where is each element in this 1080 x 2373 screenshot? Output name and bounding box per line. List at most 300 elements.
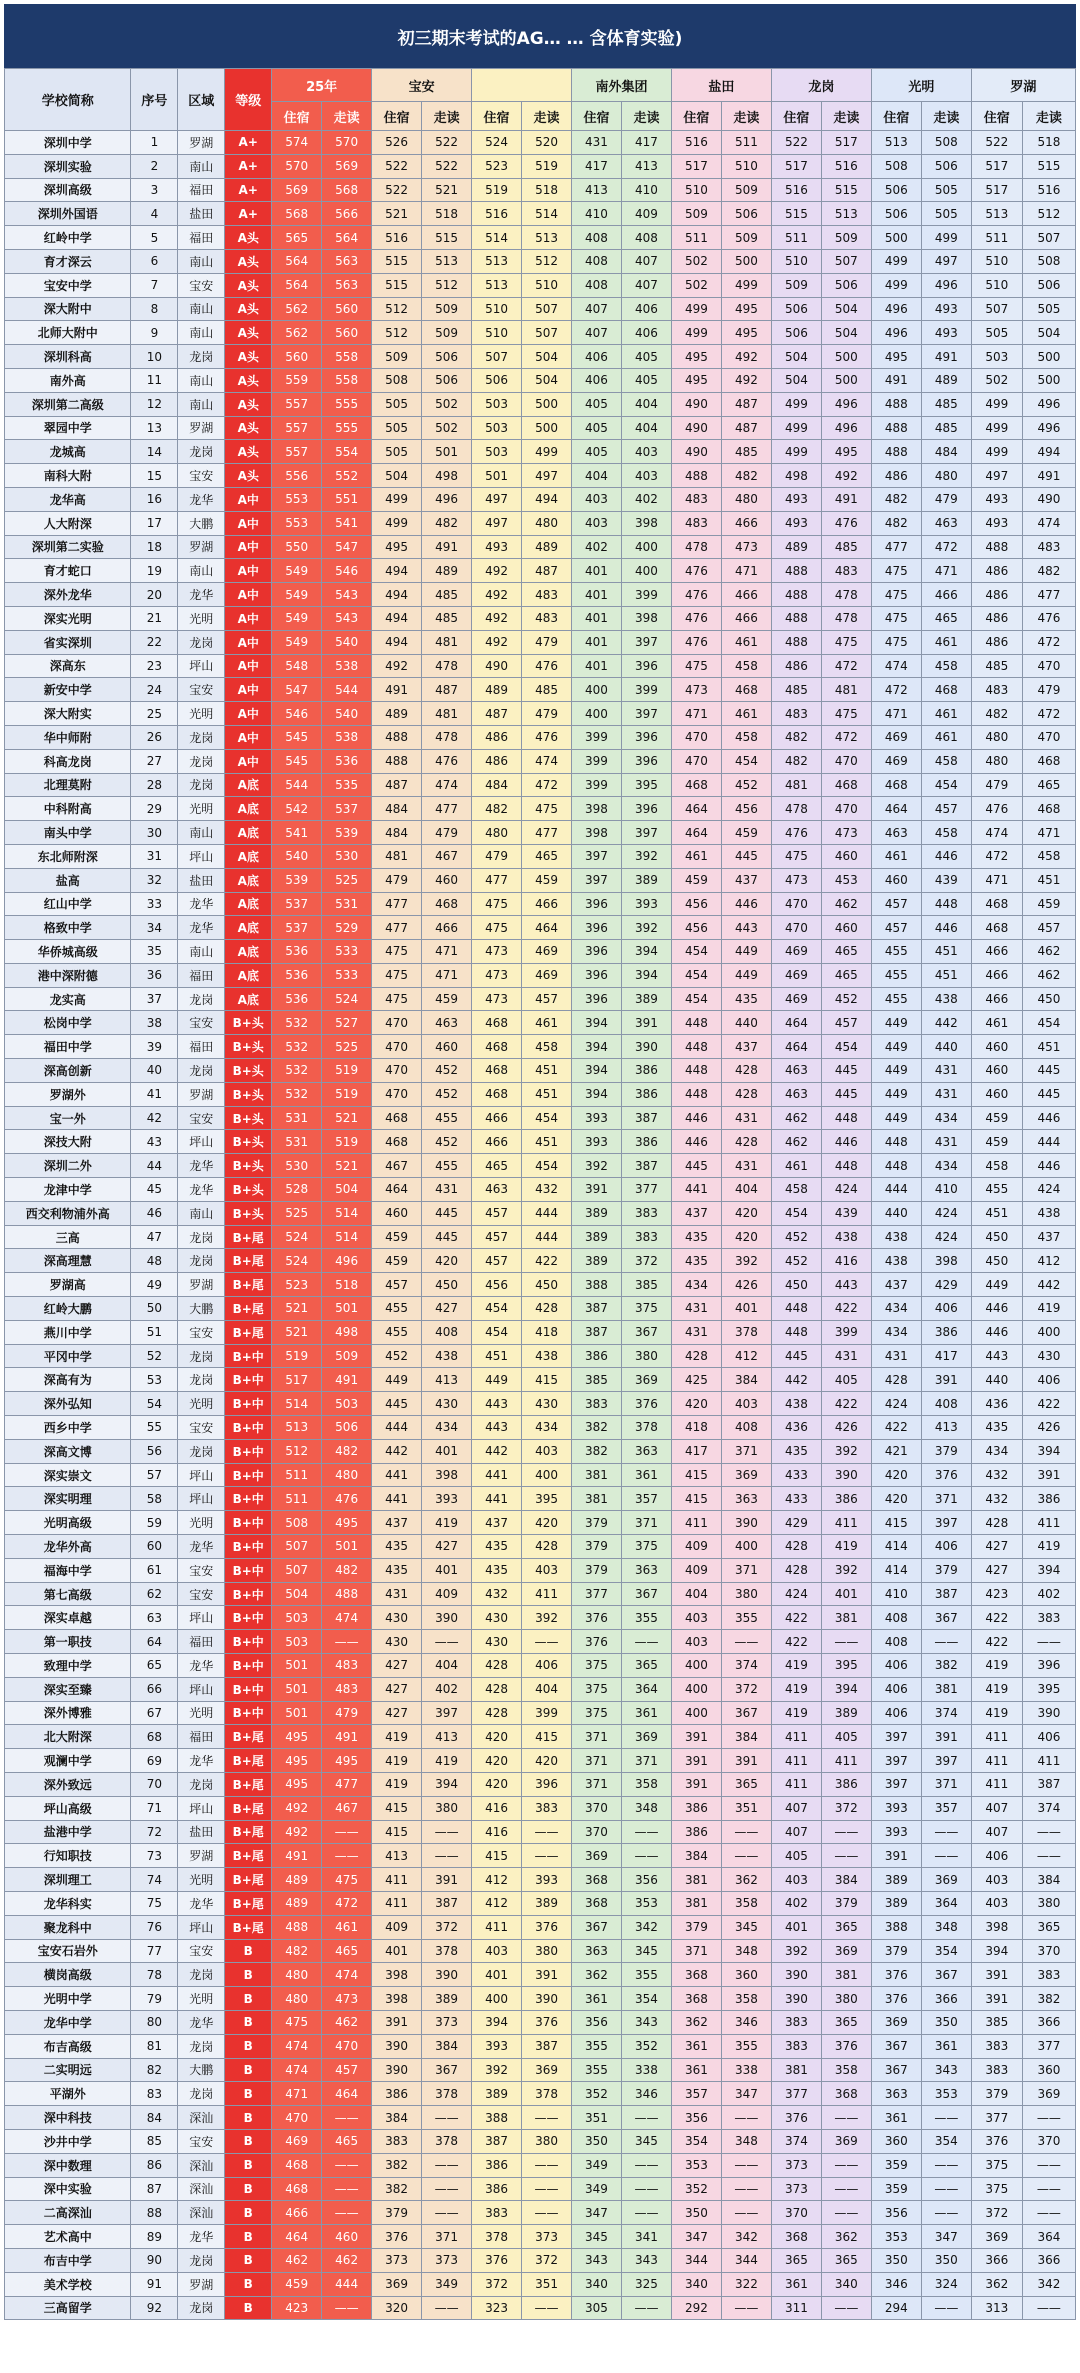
cell-baoan-day: 509 <box>422 297 472 321</box>
cell-baoan-day: 466 <box>422 916 472 940</box>
cell-grade: B+中 <box>225 1558 272 1582</box>
cell-baoan-boarding: 441 <box>372 1487 422 1511</box>
cell-longgang-boarding: 458 <box>771 1178 821 1202</box>
cell-school-name: 横岗高级 <box>5 1963 131 1987</box>
cell-district: 宝安 <box>178 1939 225 1963</box>
cell-y25-day: 530 <box>322 844 372 868</box>
cell-index: 21 <box>131 606 178 630</box>
cell-baoan-day: 498 <box>422 464 472 488</box>
cell-nanwai-day: 367 <box>621 1320 671 1344</box>
cell-grade: B+头 <box>225 1178 272 1202</box>
cell-luohu-boarding: 432 <box>971 1463 1022 1487</box>
cell-baoan-boarding: 488 <box>372 749 422 773</box>
cell-longgang-boarding: 482 <box>771 725 821 749</box>
cell-index: 15 <box>131 464 178 488</box>
cell-region2-boarding: 451 <box>472 1344 522 1368</box>
cell-baoan-day: —— <box>422 1820 472 1844</box>
cell-guangming-boarding: 360 <box>871 2129 921 2153</box>
cell-luohu-boarding: 419 <box>971 1654 1022 1678</box>
cell-yantian-day: 362 <box>721 1868 771 1892</box>
cell-y25-boarding: 523 <box>272 1273 322 1297</box>
cell-y25-day: 538 <box>322 725 372 749</box>
cell-y25-boarding: 550 <box>272 535 322 559</box>
cell-y25-boarding: 553 <box>272 511 322 535</box>
cell-nanwai-day: 392 <box>621 916 671 940</box>
table-row <box>5 559 1076 583</box>
cell-nanwai-day: 396 <box>621 654 671 678</box>
cell-y25-day: 501 <box>322 1297 372 1321</box>
cell-nanwai-day: 383 <box>621 1201 671 1225</box>
cell-luohu-day: 507 <box>1022 226 1075 250</box>
cell-yantian-day: —— <box>721 2153 771 2177</box>
cell-nanwai-day: 353 <box>621 1891 671 1915</box>
cell-yantian-day: 446 <box>721 892 771 916</box>
cell-luohu-day: 360 <box>1022 2058 1075 2082</box>
cell-luohu-day: 470 <box>1022 654 1075 678</box>
cell-y25-boarding: 557 <box>272 392 322 416</box>
cell-guangming-boarding: 414 <box>871 1558 921 1582</box>
cell-luohu-day: 391 <box>1022 1463 1075 1487</box>
cell-yantian-day: 500 <box>721 249 771 273</box>
cell-grade: A头 <box>225 273 272 297</box>
cell-district: 光明 <box>178 1511 225 1535</box>
cell-guangming-day: 350 <box>921 2010 971 2034</box>
cell-luohu-day: 419 <box>1022 1297 1075 1321</box>
cell-yantian-day: 355 <box>721 2034 771 2058</box>
cell-baoan-day: 413 <box>422 1368 472 1392</box>
cell-baoan-boarding: 484 <box>372 797 422 821</box>
cell-yantian-day: 452 <box>721 773 771 797</box>
cell-yantian-day: 338 <box>721 2058 771 2082</box>
table-row <box>5 702 1076 726</box>
cell-index: 5 <box>131 226 178 250</box>
cell-longgang-day: 439 <box>821 1201 871 1225</box>
cell-y25-boarding: 540 <box>272 844 322 868</box>
cell-nanwai-day: 365 <box>621 1654 671 1678</box>
cell-nanwai-boarding: 343 <box>572 2248 622 2272</box>
table-row <box>5 416 1076 440</box>
cell-region2-day: 434 <box>522 1416 572 1440</box>
cell-index: 19 <box>131 559 178 583</box>
cell-grade: A中 <box>225 654 272 678</box>
cell-school-name: 红山中学 <box>5 892 131 916</box>
cell-school-name: 深外龙华 <box>5 583 131 607</box>
cell-luohu-day: 465 <box>1022 773 1075 797</box>
cell-yantian-boarding: 415 <box>671 1487 721 1511</box>
cell-longgang-boarding: 419 <box>771 1701 821 1725</box>
cell-guangming-day: 417 <box>921 1344 971 1368</box>
cell-guangming-day: 379 <box>921 1439 971 1463</box>
cell-baoan-day: 468 <box>422 892 472 916</box>
cell-baoan-boarding: 369 <box>372 2272 422 2296</box>
cell-baoan-boarding: 382 <box>372 2177 422 2201</box>
cell-longgang-day: 448 <box>821 1106 871 1130</box>
cell-longgang-boarding: 473 <box>771 868 821 892</box>
cell-grade: B <box>225 1987 272 2011</box>
cell-school-name: 育才蛇口 <box>5 559 131 583</box>
cell-school-name: 龙华中学 <box>5 2010 131 2034</box>
cell-baoan-boarding: 427 <box>372 1654 422 1678</box>
cell-baoan-boarding: 379 <box>372 2201 422 2225</box>
cell-school-name: 观澜中学 <box>5 1749 131 1773</box>
cell-y25-day: 474 <box>322 1606 372 1630</box>
cell-district: 深汕 <box>178 2153 225 2177</box>
cell-index: 61 <box>131 1558 178 1582</box>
cell-region2-day: 500 <box>522 416 572 440</box>
cell-longgang-day: 491 <box>821 487 871 511</box>
cell-nanwai-boarding: 410 <box>572 202 622 226</box>
cell-luohu-day: 364 <box>1022 2225 1075 2249</box>
cell-baoan-day: 397 <box>422 1701 472 1725</box>
cell-y25-boarding: 512 <box>272 1439 322 1463</box>
cell-y25-day: 467 <box>322 1796 372 1820</box>
cell-region2-day: 466 <box>522 892 572 916</box>
cell-school-name: 福田中学 <box>5 1035 131 1059</box>
cell-y25-day: 543 <box>322 583 372 607</box>
cell-guangming-boarding: 379 <box>871 1939 921 1963</box>
cell-luohu-day: 387 <box>1022 1772 1075 1796</box>
cell-nanwai-boarding: 362 <box>572 1963 622 1987</box>
table-row <box>5 1749 1076 1773</box>
cell-school-name: 罗湖外 <box>5 1082 131 1106</box>
cell-longgang-day: 431 <box>821 1344 871 1368</box>
cell-region2-day: 510 <box>522 273 572 297</box>
cell-y25-day: 564 <box>322 226 372 250</box>
cell-y25-boarding: 536 <box>272 963 322 987</box>
cell-longgang-boarding: 485 <box>771 678 821 702</box>
header-grade: 等级 <box>225 69 272 131</box>
cell-school-name: 北理莫附 <box>5 773 131 797</box>
cell-grade: A底 <box>225 821 272 845</box>
table-row <box>5 630 1076 654</box>
cell-region2-day: 387 <box>522 2034 572 2058</box>
cell-guangming-boarding: 500 <box>871 226 921 250</box>
cell-longgang-day: 481 <box>821 678 871 702</box>
cell-longgang-boarding: 488 <box>771 630 821 654</box>
cell-guangming-day: 367 <box>921 1606 971 1630</box>
cell-grade: B+中 <box>225 1487 272 1511</box>
cell-index: 13 <box>131 416 178 440</box>
cell-baoan-boarding: 390 <box>372 2034 422 2058</box>
cell-baoan-boarding: 512 <box>372 321 422 345</box>
table-row <box>5 273 1076 297</box>
cell-luohu-day: 500 <box>1022 345 1075 369</box>
cell-index: 57 <box>131 1463 178 1487</box>
cell-yantian-boarding: 470 <box>671 749 721 773</box>
cell-baoan-boarding: 415 <box>372 1820 422 1844</box>
cell-region2-boarding: 503 <box>472 416 522 440</box>
cell-baoan-day: 438 <box>422 1344 472 1368</box>
table-row <box>5 1059 1076 1083</box>
cell-yantian-day: 431 <box>721 1154 771 1178</box>
cell-yantian-day: 408 <box>721 1416 771 1440</box>
cell-luohu-day: 430 <box>1022 1344 1075 1368</box>
cell-guangming-day: —— <box>921 2201 971 2225</box>
cell-yantian-day: 428 <box>721 1082 771 1106</box>
cell-luohu-boarding: 436 <box>971 1392 1022 1416</box>
cell-baoan-boarding: 468 <box>372 1130 422 1154</box>
cell-guangming-boarding: 448 <box>871 1154 921 1178</box>
cell-region2-boarding: 443 <box>472 1392 522 1416</box>
cell-luohu-boarding: 407 <box>971 1820 1022 1844</box>
cell-baoan-boarding: 467 <box>372 1154 422 1178</box>
cell-region2-boarding: 477 <box>472 868 522 892</box>
cell-longgang-day: 368 <box>821 2082 871 2106</box>
cell-longgang-boarding: 383 <box>771 2010 821 2034</box>
table-row <box>5 1844 1076 1868</box>
cell-index: 65 <box>131 1654 178 1678</box>
cell-yantian-day: 428 <box>721 1059 771 1083</box>
cell-index: 63 <box>131 1606 178 1630</box>
cell-baoan-day: 471 <box>422 940 472 964</box>
cell-y25-day: 568 <box>322 178 372 202</box>
cell-longgang-day: 445 <box>821 1082 871 1106</box>
cell-baoan-boarding: 492 <box>372 654 422 678</box>
header-region-baoan: 宝安 <box>372 69 472 102</box>
cell-luohu-boarding: 377 <box>971 2106 1022 2130</box>
cell-grade: B <box>225 2248 272 2272</box>
cell-luohu-boarding: 479 <box>971 773 1022 797</box>
cell-grade: B+中 <box>225 1535 272 1559</box>
cell-luohu-boarding: 510 <box>971 273 1022 297</box>
cell-nanwai-day: 372 <box>621 1249 671 1273</box>
cell-guangming-boarding: 449 <box>871 1035 921 1059</box>
cell-luohu-day: —— <box>1022 1630 1075 1654</box>
cell-yantian-boarding: 499 <box>671 297 721 321</box>
cell-luohu-day: 438 <box>1022 1201 1075 1225</box>
cell-nanwai-day: —— <box>621 2296 671 2320</box>
cell-baoan-day: 401 <box>422 1558 472 1582</box>
cell-longgang-boarding: 469 <box>771 987 821 1011</box>
cell-baoan-day: 502 <box>422 392 472 416</box>
cell-index: 39 <box>131 1035 178 1059</box>
cell-guangming-boarding: 482 <box>871 511 921 535</box>
cell-school-name: 第七高级 <box>5 1582 131 1606</box>
cell-longgang-day: 462 <box>821 892 871 916</box>
cell-school-name: 西乡中学 <box>5 1416 131 1440</box>
cell-school-name: 三高 <box>5 1225 131 1249</box>
cell-luohu-boarding: 468 <box>971 892 1022 916</box>
cell-yantian-day: 458 <box>721 654 771 678</box>
cell-y25-day: 539 <box>322 821 372 845</box>
cell-grade: B+尾 <box>225 1249 272 1273</box>
cell-luohu-day: —— <box>1022 1820 1075 1844</box>
cell-longgang-day: 340 <box>821 2272 871 2296</box>
cell-guangming-boarding: 506 <box>871 178 921 202</box>
cell-region2-day: 499 <box>522 440 572 464</box>
cell-guangming-boarding: 463 <box>871 821 921 845</box>
table-row <box>5 202 1076 226</box>
cell-longgang-boarding: 498 <box>771 464 821 488</box>
table-row <box>5 1701 1076 1725</box>
subheader-day-0: 走读 <box>322 102 372 131</box>
cell-index: 22 <box>131 630 178 654</box>
cell-luohu-boarding: 480 <box>971 725 1022 749</box>
cell-school-name: 龙华外高 <box>5 1535 131 1559</box>
cell-nanwai-boarding: 392 <box>572 1154 622 1178</box>
cell-nanwai-day: 386 <box>621 1059 671 1083</box>
cell-nanwai-day: 371 <box>621 1749 671 1773</box>
header-region-luohu: 罗湖 <box>971 69 1075 102</box>
cell-grade: B <box>225 1939 272 1963</box>
cell-district: 坪山 <box>178 1677 225 1701</box>
cell-nanwai-boarding: 408 <box>572 249 622 273</box>
cell-district: 坪山 <box>178 1796 225 1820</box>
cell-nanwai-day: 409 <box>621 202 671 226</box>
cell-y25-day: 482 <box>322 1439 372 1463</box>
cell-guangming-day: —— <box>921 2153 971 2177</box>
cell-luohu-day: 506 <box>1022 273 1075 297</box>
cell-longgang-boarding: 450 <box>771 1273 821 1297</box>
cell-nanwai-boarding: 401 <box>572 654 622 678</box>
cell-longgang-day: 384 <box>821 1868 871 1892</box>
cell-luohu-boarding: 440 <box>971 1368 1022 1392</box>
cell-district: 坪山 <box>178 1606 225 1630</box>
cell-yantian-boarding: 431 <box>671 1320 721 1344</box>
cell-district: 罗湖 <box>178 1844 225 1868</box>
cell-yantian-day: 449 <box>721 940 771 964</box>
cell-luohu-boarding: 483 <box>971 678 1022 702</box>
cell-nanwai-day: 394 <box>621 963 671 987</box>
cell-index: 4 <box>131 202 178 226</box>
cell-district: 光明 <box>178 1868 225 1892</box>
cell-district: 宝安 <box>178 678 225 702</box>
cell-y25-day: 529 <box>322 916 372 940</box>
table-row <box>5 1677 1076 1701</box>
cell-luohu-boarding: 411 <box>971 1749 1022 1773</box>
cell-school-name: 深高理慧 <box>5 1249 131 1273</box>
cell-longgang-day: 416 <box>821 1249 871 1273</box>
cell-region2-boarding: 430 <box>472 1606 522 1630</box>
cell-baoan-boarding: 320 <box>372 2296 422 2320</box>
table-row <box>5 1082 1076 1106</box>
cell-y25-day: 482 <box>322 1558 372 1582</box>
cell-baoan-day: 402 <box>422 1677 472 1701</box>
cell-guangming-boarding: 431 <box>871 1344 921 1368</box>
cell-y25-day: 558 <box>322 345 372 369</box>
cell-yantian-day: —— <box>721 1820 771 1844</box>
cell-region2-day: 428 <box>522 1535 572 1559</box>
cell-nanwai-day: 356 <box>621 1868 671 1892</box>
cell-nanwai-day: 405 <box>621 368 671 392</box>
table-row <box>5 440 1076 464</box>
cell-yantian-day: 342 <box>721 2225 771 2249</box>
cell-baoan-day: 491 <box>422 535 472 559</box>
cell-yantian-boarding: 347 <box>671 2225 721 2249</box>
cell-y25-boarding: 468 <box>272 2153 322 2177</box>
cell-school-name: 美术学校 <box>5 2272 131 2296</box>
cell-luohu-boarding: 375 <box>971 2153 1022 2177</box>
cell-baoan-day: 408 <box>422 1320 472 1344</box>
cell-region2-boarding: 473 <box>472 940 522 964</box>
cell-y25-boarding: 504 <box>272 1582 322 1606</box>
cell-guangming-boarding: 388 <box>871 1915 921 1939</box>
cell-yantian-boarding: 391 <box>671 1749 721 1773</box>
cell-yantian-day: 440 <box>721 1011 771 1035</box>
cell-guangming-day: 371 <box>921 1487 971 1511</box>
cell-yantian-day: 358 <box>721 1891 771 1915</box>
cell-baoan-day: 401 <box>422 1439 472 1463</box>
cell-luohu-boarding: 432 <box>971 1487 1022 1511</box>
subheader-boarding-3: 住宿 <box>572 102 622 131</box>
cell-luohu-boarding: 486 <box>971 630 1022 654</box>
cell-index: 85 <box>131 2129 178 2153</box>
cell-school-name: 行知职技 <box>5 1844 131 1868</box>
cell-guangming-boarding: 420 <box>871 1463 921 1487</box>
cell-baoan-day: 387 <box>422 1891 472 1915</box>
cell-guangming-boarding: 397 <box>871 1772 921 1796</box>
cell-y25-boarding: 507 <box>272 1558 322 1582</box>
cell-guangming-day: 366 <box>921 1987 971 2011</box>
cell-baoan-boarding: 470 <box>372 1035 422 1059</box>
cell-nanwai-day: 389 <box>621 868 671 892</box>
cell-yantian-boarding: 400 <box>671 1701 721 1725</box>
cell-region2-boarding: 468 <box>472 1011 522 1035</box>
cell-school-name: 深高创新 <box>5 1059 131 1083</box>
cell-y25-boarding: 549 <box>272 606 322 630</box>
cell-baoan-boarding: 430 <box>372 1630 422 1654</box>
cell-baoan-day: 515 <box>422 226 472 250</box>
cell-yantian-boarding: 435 <box>671 1249 721 1273</box>
cell-yantian-boarding: 495 <box>671 345 721 369</box>
cell-nanwai-boarding: 408 <box>572 226 622 250</box>
cell-guangming-boarding: 449 <box>871 1059 921 1083</box>
cell-guangming-day: 438 <box>921 987 971 1011</box>
cell-longgang-day: 381 <box>821 1963 871 1987</box>
cell-y25-boarding: 549 <box>272 630 322 654</box>
cell-grade: B+中 <box>225 1654 272 1678</box>
cell-guangming-boarding: 438 <box>871 1225 921 1249</box>
cell-y25-boarding: 482 <box>272 1939 322 1963</box>
cell-yantian-boarding: 415 <box>671 1463 721 1487</box>
cell-region2-day: 485 <box>522 678 572 702</box>
cell-luohu-day: 451 <box>1022 868 1075 892</box>
cell-baoan-boarding: 468 <box>372 1106 422 1130</box>
cell-nanwai-day: 386 <box>621 1082 671 1106</box>
cell-region2-day: 497 <box>522 464 572 488</box>
cell-yantian-boarding: 471 <box>671 702 721 726</box>
cell-index: 36 <box>131 963 178 987</box>
cell-guangming-boarding: 359 <box>871 2177 921 2201</box>
cell-guangming-day: 408 <box>921 1392 971 1416</box>
cell-index: 74 <box>131 1868 178 1892</box>
cell-region2-day: 518 <box>522 178 572 202</box>
cell-school-name: 深中实验 <box>5 2177 131 2201</box>
cell-school-name: 东北师附深 <box>5 844 131 868</box>
cell-guangming-boarding: 376 <box>871 1987 921 2011</box>
cell-y25-boarding: 514 <box>272 1392 322 1416</box>
cell-index: 6 <box>131 249 178 273</box>
cell-grade: B+头 <box>225 1059 272 1083</box>
cell-guangming-boarding: 422 <box>871 1416 921 1440</box>
cell-y25-boarding: 492 <box>272 1820 322 1844</box>
cell-y25-boarding: 501 <box>272 1701 322 1725</box>
cell-guangming-day: 429 <box>921 1273 971 1297</box>
cell-nanwai-boarding: 407 <box>572 297 622 321</box>
cell-grade: A底 <box>225 940 272 964</box>
cell-guangming-day: 471 <box>921 559 971 583</box>
cell-longgang-day: 422 <box>821 1297 871 1321</box>
cell-nanwai-boarding: 401 <box>572 606 622 630</box>
cell-guangming-boarding: 408 <box>871 1630 921 1654</box>
cell-baoan-boarding: 475 <box>372 963 422 987</box>
cell-nanwai-boarding: 406 <box>572 345 622 369</box>
cell-y25-day: 521 <box>322 1154 372 1178</box>
cell-nanwai-day: 355 <box>621 1963 671 1987</box>
cell-guangming-boarding: 488 <box>871 392 921 416</box>
cell-region2-day: —— <box>522 1630 572 1654</box>
table-row <box>5 1416 1076 1440</box>
